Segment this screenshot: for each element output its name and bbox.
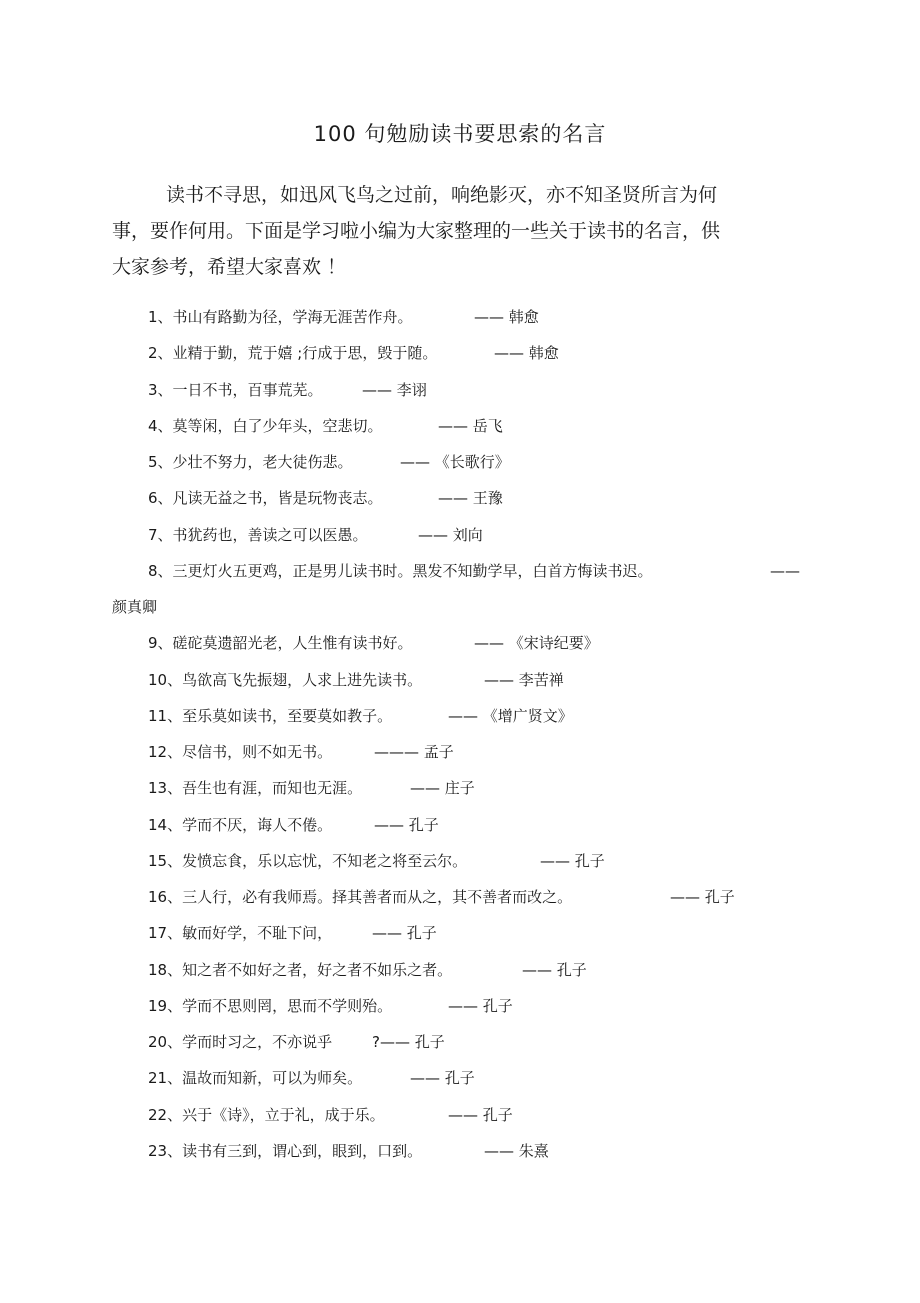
- intro-line: 大家参考，希望大家喜欢 ！: [112, 256, 347, 278]
- quote-text: 7、书犹药也，善读之可以医愚。: [148, 525, 368, 544]
- quote-item: [0, 846, 920, 882]
- quote-source: —— 王豫: [438, 489, 503, 508]
- quote-text: 4、莫等闲，白了少年头，空悲切。: [148, 416, 383, 435]
- quote-item: [0, 773, 920, 809]
- quote-text: 5、少壮不努力，老大徒伤悲。: [148, 453, 353, 471]
- quote-text: 14、学而不厌，诲人不倦。: [148, 815, 333, 834]
- quote-item: [0, 447, 920, 483]
- quote-item: [0, 338, 920, 374]
- quote-item: [0, 302, 920, 338]
- intro-paragraph: [112, 177, 772, 285]
- quote-text: 2、业精于勤，荒于嬉 ;行成于思，毁于随。: [148, 344, 438, 363]
- quote-text: 20、学而时习之，不亦说乎: [148, 1033, 333, 1051]
- quote-text: 1、书山有路勤为径，学海无涯苦作舟。: [148, 308, 413, 326]
- document-title: 100 句勉励读书要思索的名言: [313, 122, 607, 146]
- quote-item: [0, 483, 920, 519]
- quote-text: 10、鸟欲高飞先振翅，人求上进先读书。: [148, 670, 423, 689]
- quote-text: 11、至乐莫如读书，至要莫如教子。: [148, 706, 393, 725]
- quote-text: 23、读书有三到，谓心到，眼到，口到。: [148, 1141, 423, 1160]
- quote-text: 15、发愤忘食，乐以忘忧，不知老之将至云尔。: [148, 851, 468, 870]
- quote-source: —— 韩愈: [494, 344, 559, 363]
- quote-item: [0, 1063, 920, 1099]
- quote-source: —— 孔子: [374, 815, 439, 834]
- quote-source: —— 岳飞: [438, 416, 503, 435]
- quote-item: [0, 1136, 920, 1172]
- quote-item: [0, 918, 920, 954]
- quote-text: 16、三人行，必有我师焉。择其善者而从之，其不善者而改之。: [148, 888, 573, 906]
- quote-item: [0, 737, 920, 773]
- quote-source: 颜真卿: [112, 597, 158, 616]
- quote-item: [0, 665, 920, 701]
- quote-source: —— 李诩: [362, 380, 427, 399]
- quote-source: —— 孔子: [410, 1069, 475, 1088]
- quote-item: [0, 1027, 920, 1063]
- quote-source: ——— 孟子: [374, 743, 454, 761]
- quote-text: 9、磋砣莫遗韶光老，人生惟有读书好。: [148, 634, 413, 653]
- quote-source: —— 《增广贤文》: [448, 706, 573, 725]
- quote-source: —— 孔子: [540, 851, 605, 870]
- quote-text: 6、凡读无益之书，皆是玩物丧志。: [148, 489, 383, 508]
- quote-item: [0, 628, 920, 664]
- quote-item: [0, 520, 920, 556]
- quote-item: [0, 991, 920, 1027]
- quote-item: [0, 1100, 920, 1136]
- quote-source: —— 《宋诗纪要》: [474, 634, 599, 653]
- quote-text: 8、三更灯火五更鸡，正是男儿读书时。黑发不知勤学早，白首方悔读书迟。: [148, 561, 653, 580]
- quote-source: —— 孔子: [522, 960, 587, 979]
- quote-source: —— 李苦禅: [484, 670, 564, 689]
- quote-item: [0, 375, 920, 411]
- intro-line: 事，要作何用。下面是学习啦小编为大家整理的一些关于读书的名言，供: [112, 220, 721, 242]
- quote-source: —— 朱熹: [484, 1141, 549, 1160]
- quote-source: —— 孔子: [448, 1105, 513, 1124]
- quote-source: —— 刘向: [418, 525, 483, 544]
- quote-source: —— 孔子: [372, 924, 437, 943]
- quote-source: —— 孔子: [670, 888, 735, 906]
- quote-text: 21、温故而知新，可以为师矣。: [148, 1069, 363, 1088]
- quote-text: 22、兴于《诗》，立于礼，成于乐。: [148, 1105, 385, 1124]
- quote-text: 17、敏而好学，不耻下问，: [148, 924, 333, 943]
- quote-source: —— 《长歌行》: [400, 453, 510, 471]
- quote-item: [0, 556, 920, 629]
- quote-text: 19、学而不思则罔，思而不学则殆。: [148, 996, 393, 1015]
- quote-text: 13、吾生也有涯，而知也无涯。: [148, 779, 363, 798]
- quote-source: —— 孔子: [448, 996, 513, 1015]
- quote-dash: ——: [770, 561, 800, 580]
- quote-source: —— 韩愈: [474, 308, 539, 326]
- intro-line: 读书不寻思，如迅风飞鸟之过前，响绝影灭，亦不知圣贤所言为何: [166, 184, 718, 206]
- quote-source: —— 庄子: [410, 779, 475, 798]
- quote-item: [0, 701, 920, 737]
- quote-item: [0, 882, 920, 918]
- quote-item: [0, 810, 920, 846]
- quote-list: [0, 302, 920, 1172]
- quote-item: [0, 955, 920, 991]
- quote-item: [0, 411, 920, 447]
- quote-text: 3、一日不书，百事荒芜。: [148, 380, 323, 399]
- quote-source: ?—— 孔子: [372, 1033, 445, 1051]
- quote-text: 18、知之者不如好之者，好之者不如乐之者。: [148, 960, 453, 979]
- quote-text: 12、尽信书，则不如无书。: [148, 743, 333, 761]
